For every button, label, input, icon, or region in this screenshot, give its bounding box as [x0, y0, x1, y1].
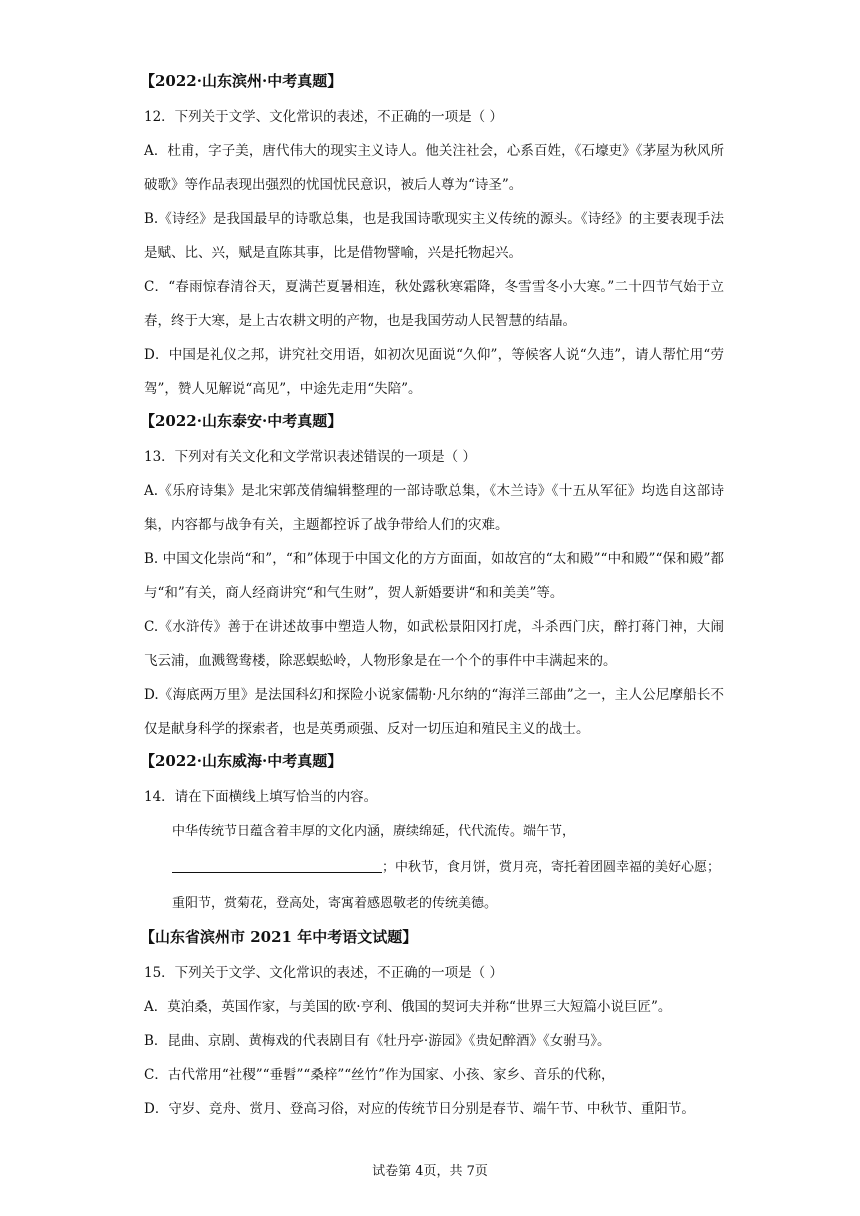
source-heading: 【山东省滨州市 2021 年中考语文试题】	[140, 928, 418, 946]
option-b: B．昆曲、京剧、黄梅戏的代表剧目有《牡丹亭·游园》《贵妃醉酒》《女驸马》。	[144, 1033, 611, 1049]
source-heading: 【2022·山东泰安·中考真题】	[140, 412, 343, 430]
source-heading: 【2022·山东滨州·中考真题】	[140, 72, 343, 90]
passage-start: 中华传统节日蕴含着丰厚的文化内涵，赓续绵延，代代流传。端午节，	[172, 824, 576, 839]
question-15-section	[140, 922, 724, 1126]
question-stem: 13．下列对有关文化和文学常识表述错误的一项是（ ）	[144, 449, 476, 465]
option-d: D．守岁、竞舟、赏月、登高习俗，对应的传统节日分别是春节、端午节、中秋节、重阳节。	[144, 1101, 695, 1117]
option-c: C．古代常用“社稷”“垂髫”“桑梓”“丝竹”作为国家、小孩、家乡、音乐的代称，	[144, 1067, 615, 1083]
option-a: A．杜甫，字子美，唐代伟大的现实主义诗人。他关注社会，心系百姓，《石壕吏》《茅屋为秋风所破歌》等作品表现出强烈的忧国忧民意识，被后人尊为“诗圣”。	[144, 143, 724, 193]
option-b: B.《诗经》是我国最早的诗歌总集，也是我国诗歌现实主义传统的源头。《诗经》的主要表现手法是赋、比、兴，赋是直陈其事，比是借物譬喻，兴是托物起兴。	[144, 211, 724, 261]
option-a: A.《乐府诗集》是北宋郭茂倩编辑整理的一部诗歌总集，《木兰诗》《十五从军征》均选自这部诗集，内容都与战争有关，主题都控诉了战争带给人们的灾难。	[144, 483, 724, 533]
source-heading: 【2022·山东威海·中考真题】	[140, 752, 343, 770]
page-footer: 试卷第 4页，共 7页	[372, 1164, 488, 1179]
question-13-section	[140, 406, 724, 746]
passage-end: ；中秋节，食月饼，赏月亮，寄托着团圆幸福的美好心愿；重阳节，赏菊花，登高处，寄寓着感恩敬老的传统美德。	[172, 860, 721, 911]
answer-blank-line[interactable]	[172, 858, 382, 873]
option-a: A．莫泊桑，英国作家，与美国的欧·亨利、俄国的契诃夫并称“世界三大短篇小说巨匠”。	[144, 999, 672, 1015]
question-14-section	[140, 746, 724, 922]
option-c: C．“春雨惊春清谷天，夏满芒夏暑相连，秋处露秋寒霜降，冬雪雪冬小大寒。”二十四节气始于立春，终于大寒，是上古农耕文明的产物，也是我国劳动人民智慧的结晶。	[144, 279, 724, 329]
option-b: B. 中国文化崇尚“和”，“和”体现于中国文化的方方面面，如故宫的“太和殿”“中和殿”“保和殿”都与“和”有关，商人经商讲究“和气生财”，贺人新婚要讲“和和美美”等。	[144, 551, 724, 601]
question-stem: 12．下列关于文学、文化常识的表述，不正确的一项是（ ）	[144, 109, 503, 125]
option-d: D.《海底两万里》是法国科幻和探险小说家儒勒·凡尔纳的“海洋三部曲”之一，主人公尼摩船长不仅是献身科学的探索者，也是英勇顽强、反对一切压迫和殖民主义的战士。	[144, 687, 724, 737]
option-d: D．中国是礼仪之邦，讲究社交用语，如初次见面说“久仰”，等候客人说“久违”，请人帮忙用“劳驾”，赞人见解说“高见”，中途先走用“失陪”。	[144, 347, 724, 397]
question-stem: 15．下列关于文学、文化常识的表述，不正确的一项是（ ）	[144, 965, 503, 981]
page-content	[140, 66, 724, 1126]
option-c: C.《水浒传》善于在讲述故事中塑造人物，如武松景阳冈打虎，斗杀西门庆，醉打蒋门神，大闹飞云浦，血溅鸳鸯楼，除恶蜈蚣岭，人物形象是在一个个的事件中丰满起来的。	[144, 619, 724, 669]
question-12-section	[140, 66, 724, 406]
question-stem: 14．请在下面横线上填写恰当的内容。	[144, 789, 378, 805]
fill-in-passage	[144, 814, 724, 922]
